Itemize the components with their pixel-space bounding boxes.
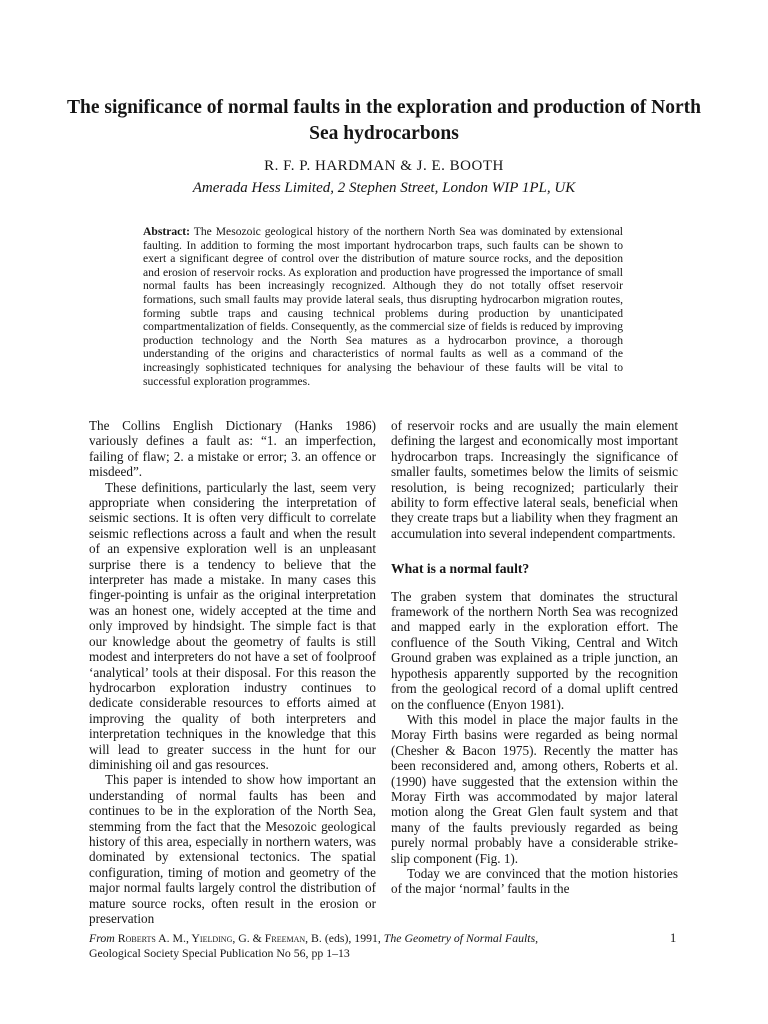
body-paragraph: With this model in place the major faults in the Moray Firth basins were regarded as being normal (Chesher & Bacon 1975). Recently the matter has been reconsidered and, among others, Roberts et al. (1990) have suggested that the extension within the Moray Firth was accommodated by major lateral motion along the Great Glen fault system and that many of the faults previously regarded as being purely normal probably have a considerable strike-slip component (Fig. 1). xyxy=(391,711,678,866)
citation-footer xyxy=(89,931,649,961)
page-number: 1 xyxy=(670,931,677,945)
left-column xyxy=(89,418,376,926)
body-paragraph-continued: of reservoir rocks and are usually the main element defining the largest and economically most important hydrocarbon traps. Increasingly the significance of smaller faults, sometimes below the limits of seismic resolution, is being recognized; particularly their ability to form effective lateral seals, beneficial when they create traps but a liability when they fragment an accumulation into several independent compartments. xyxy=(391,418,678,541)
abstract-text: The Mesozoic geological history of the northern North Sea was dominated by extensional faulting. In addition to forming the most important hydrocarbon traps, such faults can be shown to exert a significant degree of control over the distribution of mature source rocks, and the deposition and erosion of reservoir rocks. As exploration and production have progressed the importance of small normal faults has been increasingly recognized. Although they do not totally offset reservoir formations, such small faults may provide lateral seals, thus disrupting hydrocarbon migration routes, forming subtle traps and causing technical problems during production by unanticipated compartmentalization of fields. Consequently, as the commercial size of fields is reduced by improving production technology and the North Sea matures as a hydrocarbon province, a thorough understanding of the origins and characteristics of normal faults as well as a command of the increasingly sophisticated techniques for analysing the behaviour of these faults will be vital to successful exploration programmes. xyxy=(143,225,623,388)
abstract xyxy=(143,225,623,388)
citation-eds-year: (eds), 1991, xyxy=(324,931,381,945)
citation-series: Geological Society Special Publication No 56, pp 1–13 xyxy=(89,946,350,960)
body-paragraph: This paper is intended to show how important an understanding of normal faults has been and continues to be in the exploration of the North Sea, stemming from the fact that the Mesozoic geological history of this area, especially in northern waters, was dominated by extensional tectonics. The spatial configuration, timing of motion and geometry of the major normal faults largely control the distribution of mature source rocks, often result in the erosion or preservation xyxy=(89,772,376,926)
author-list: R. F. P. HARDMAN & J. E. BOOTH xyxy=(264,158,504,174)
body-paragraph: Today we are convinced that the motion histories of the major ‘normal’ faults in the xyxy=(391,865,678,897)
abstract-label: Abstract: xyxy=(143,225,191,238)
body-paragraph: The Collins English Dictionary (Hanks 1986) variously defines a fault as: “1. an imperfection, failing of flaw; 2. a mistake or error; 3. an offence or misdeed”. xyxy=(89,418,376,480)
body-paragraph: The graben system that dominates the structural framework of the northern North Sea was recognized and mapped early in the exploration effort. The confluence of the South Viking, Central and Witch Ground graben was explained as a triple junction, an hypothesis apparently supported by the recognition from the geological record of a domal uplift centred on the confluence (Enyon 1981). xyxy=(391,588,678,712)
right-column xyxy=(391,418,678,897)
citation-from: From xyxy=(89,931,115,945)
author-affiliation: Amerada Hess Limited, 2 Stephen Street, London WIP 1PL, UK xyxy=(192,180,576,196)
section-heading: What is a normal fault? xyxy=(391,561,530,577)
body-paragraph: These definitions, particularly the last, seem very appropriate when considering the interpretation of seismic sections. It is often very difficult to correlate seismic reflections across a fault and when the result of an expensive exploration well is an unpleasant surprise there is a tendency to believe that the interpreter has made a mistake. In many cases this finger-pointing is unfair as the original interpretation was an honest one, widely accepted at the time and only improved by hindsight. The simple fact is that our knowledge about the geometry of faults is still modest and interpreters do not have a set of foolproof ‘analytical’ tools at their disposal. For this reason the hydrocarbon exploration industry continues to dedicate considerable resources to efforts aimed at improving the quality of both interpreters and interpretation techniques in the knowledge that this will lead to greater success in the hunt for our diminishing oil and gas resources. xyxy=(89,479,376,772)
citation-editors: Roberts A. M., Yielding, G. & Freeman, B. xyxy=(117,931,322,945)
citation-book: The Geometry of Normal Faults, xyxy=(383,931,539,945)
paper-title: The significance of normal faults in the exploration and production of North Sea hydrocarbons xyxy=(67,97,701,144)
